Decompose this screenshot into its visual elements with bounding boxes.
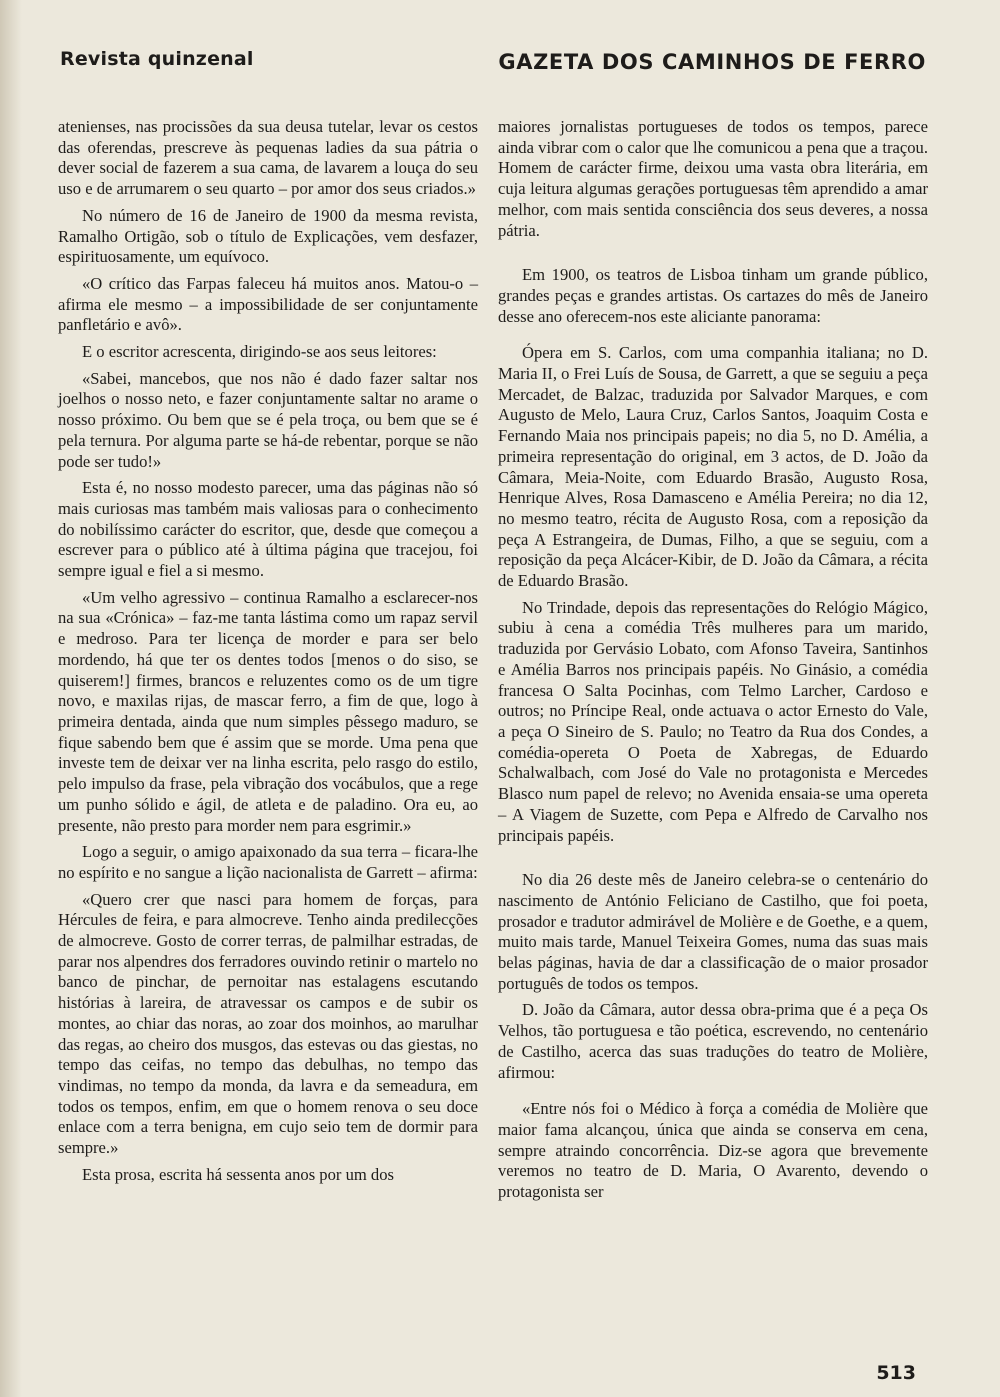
right-column (498, 117, 928, 1203)
running-header-right: GAZETA DOS CAMINHOS DE FERRO (498, 50, 926, 74)
paragraph: «O crítico das Farpas faleceu há muitos anos. Matou-o – afirma ele mesmo – a impossibilidade de ser conjuntamente panfletário e avô». (58, 273, 478, 335)
page-number: 513 (876, 1362, 916, 1384)
paragraph: Ópera em S. Carlos, com uma companhia italiana; no D. Maria II, o Frei Luís de Sousa, de Garrett, a que se seguiu a peça Mercadet, de Balzac, traduzida por Salvador Marques, e com Augusto de Melo, Laura Cruz, Carlos Santos, Joaquim Costa e Fernando Maia nos principais papeis; no dia 5, no D. Amélia, a primeira representação do original, em 3 actos, de D. João da Câmara, Meia-Noite, com Eduardo Brasão, Augusto Rosa, Henrique Alves, Rosa Damasceno e Amélia Pereira; no dia 12, no mesmo teatro, récita de Augusto Rosa, com a reposição da peça A Estrangeira, de Dumas, Filho, a que se seguiu, com a reposição da peça Alcácer-Kibir, de D. João da Câmara, a récita de Eduardo Brasão. (498, 343, 928, 591)
paragraph: No dia 26 deste mês de Janeiro celebra-se o centenário do nascimento de António Feliciano de Castilho, que foi poeta, prosador e tradutor admirável de Molière e de Goethe, e a quem, muito mais tarde, Manuel Teixeira Gomes, numa das suas mais belas páginas, havia de dar a classificação de o maior prosador português de todos os tempos. (498, 870, 928, 993)
running-header-left: Revista quinzenal (60, 48, 254, 70)
paragraph: Logo a seguir, o amigo apaixonado da sua terra – ficara-lhe no espírito e no sangue a lição nacionalista de Garrett – afirma: (58, 842, 478, 882)
paragraph: Em 1900, os teatros de Lisboa tinham um grande público, grandes peças e grandes artistas. Os cartazes do mês de Janeiro desse ano oferecem-nos este aliciante panorama: (498, 265, 928, 326)
paragraph: «Quero crer que nasci para homem de forças, para Hércules de feira, e para almocreve. Tenho ainda predilecções de almocreve. Gosto de correr terras, de palmilhar estradas, de parar nos alpendres dos ferradores ouvindo retinir o martelo no banco de pinchar, de pernoitar nas estalagens escutando histórias à lareira, de atravessar os campos e de subir os montes, ao chiar das noras, ao zoar dos moinhos, ao marulhar das regas, ao cheiro dos musgos, das estevas ou das giestas, no tempo das ceifas, no tempo das debulhas, no tempo das vindimas, no tempo da monda, da lavra e da semeadura, em todos os tempos, enfim, em que o homem renova o seu doce enlace com a terra benigna, em cujo seio tem de dormir para sempre.» (58, 889, 478, 1158)
paragraph: D. João da Câmara, autor dessa obra-prima que é a peça Os Velhos, tão portuguesa e tão poética, escrevendo, no centenário de Castilho, acerca das suas traduções do teatro de Molière, afirmou: (498, 1000, 928, 1082)
paragraph: E o escritor acrescenta, dirigindo-se aos seus leitores: (82, 342, 437, 362)
paragraph: Esta prosa, escrita há sessenta anos por um dos (82, 1164, 394, 1184)
paragraph: No Trindade, depois das representações do Relógio Mágico, subiu à cena a comédia Três mulheres para um marido, traduzida por Gervásio Lobato, com Afonso Taveira, Santinhos e Amélia Barros nos principais papéis. No Ginásio, a comédia francesa O Salta Pocinhas, com Telmo Larcher, Cardoso e outros; no Príncipe Real, onde actuava o actor Ernesto do Vale, a peça O Sineiro de S. Paulo; no Teatro da Rua dos Condes, a comédia-opereta O Poeta de Xabregas, de Eduardo Schalwalbach, com José do Vale no protagonista e Mercedes Blasco num papel de relevo; no Avenida ensaia-se uma opereta – A Viagem de Suzette, com Pepa e Alfredo de Carvalho nos principais papéis. (498, 597, 928, 845)
paragraph: «Sabei, mancebos, que nos não é dado fazer saltar nos joelhos o nosso neto, e fazer conjuntamente saltar no arame o nosso próximo. Ou bem que se é pela troça, ou bem que se é pela ternura. Por alguma parte se há-de rebentar, porque se não pode ser tudo!» (58, 368, 478, 471)
paragraph: atenienses, nas procissões da sua deusa tutelar, levar os cestos das oferendas, prescreve às pequenas ladies da sua pátria o dever social de fazerem a sua cama, de lavarem a louça do seu uso e de arrumarem o seu quarto – por amor dos seus criados.» (58, 117, 478, 199)
paragraph: maiores jornalistas portugueses de todos os tempos, parece ainda vibrar com o calor que lhe comunicou a pena que a traçou. Homem de carácter firme, deixou uma vasta obra literária, em cuja leitura algumas gerações portuguesas têm aprendido a amar melhor, com mais sentida consciência dos seus deveres, a nossa pátria. (498, 117, 928, 240)
binding-shadow (0, 0, 22, 1397)
left-column (58, 117, 478, 1185)
paragraph: «Entre nós foi o Médico à força a comédia de Molière que maior fama alcançou, única que ainda se conserva em cena, sempre atraindo concorrência. Diz-se agora que brevemente veremos no teatro de D. Maria, O Avarento, devendo o protagonista ser (498, 1099, 928, 1202)
paragraph: «Um velho agressivo – continua Ramalho a esclarecer-nos na sua «Crónica» – faz-me tanta lástima como um rapaz servil e medroso. Para ter licença de morder e para ser belo mordendo, há que ter os dentes todos [menos o do siso, se quiserem!] firmes, brancos e reluzentes como os de um tigre novo, e maxilas rijas, de mascar ferro, a fim de que, logo à primeira dentada, ainda que num simples pêssego maduro, se fique sabendo bem que é assim que se morde. Uma pena que investe tem de deixar ver na linha escrita, pelo rasgo do estilo, pelo impulso da frase, pela vibração dos vocábulos, que a rege um punho sólido e ágil, de atleta e de paladino. Ora eu, ao presente, não presto para morder nem para esgrimir.» (58, 587, 478, 835)
paragraph: Esta é, no nosso modesto parecer, uma das páginas não só mais curiosas mas também mais valiosas para o conhecimento do nobilíssimo carácter do escritor, que, desde que começou a escrever para o público até à última página que tracejou, foi sempre igual e fiel a si mesmo. (58, 478, 478, 581)
paragraph: No número de 16 de Janeiro de 1900 da mesma revista, Ramalho Ortigão, sob o título de Explicações, vem desfazer, espirituosamente, um equívoco. (58, 205, 478, 267)
